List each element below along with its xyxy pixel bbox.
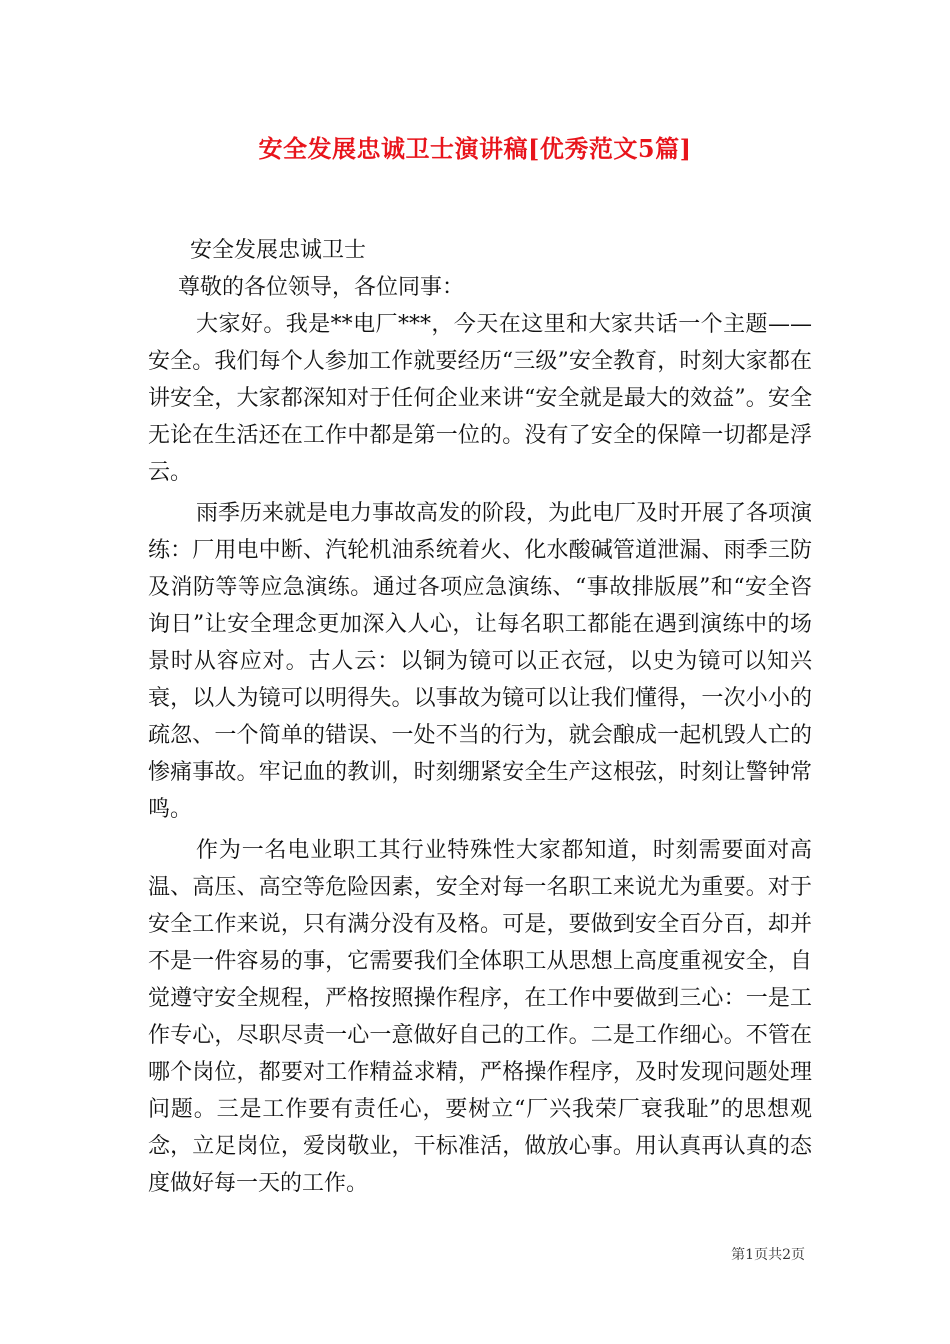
salutation: 尊敬的各位领导，各位同事： [178,275,465,300]
paragraph: 作为一名电业职工其行业特殊性大家都知道，时刻需要面对高温、高压、高空等危险因素，安全对每一名职工来说尤为重要。对于安全工作来说，只有满分没有及格。可是，要做到安全百分百，却并不是一件容易的事，它需要我们全体职工从思想上高度重视安全，自觉遵守安全规程，严格按照操作程序，在工作中要做到三心：一是工作专心，尽职尽责一心一意做好自己的工作。二是工作细心。不管在哪个岗位，都要对工作精益求精，严格操作程序，及时发现问题处理问题。三是工作要有责任心，要树立“厂兴我荣厂衰我耻”的思想观念，立足岗位，爱岗敬业，干标准活，做放心事。用认真再认真的态度做好每一天的工作。 [148,838,812,1196]
paragraph: 雨季历来就是电力事故高发的阶段，为此电厂及时开展了各项演练：厂用电中断、汽轮机油系统着火、化水酸碱管道泄漏、雨季三防及消防等等应急演练。通过各项应急演练、“事故排版展”和“安全咨询日”让安全理念更加深入人心，让每名职工都能在遇到演练中的场景时从容应对。古人云：以铜为镜可以正衣冠，以史为镜可以知兴衰，以人为镜可以明得失。以事故为镜可以让我们懂得，一次小小的疏忽、一个简单的错误、一处不当的行为，就会酿成一起机毁人亡的惨痛事故。牢记血的教训，时刻绷紧安全生产这根弦，时刻让警钟常鸣。 [148,501,813,822]
subheading: 安全发展忠诚卫士 [190,238,367,263]
page-number-footer: 第1页共2页 [731,1247,805,1263]
document-body [148,232,812,1202]
paragraph: 大家好。我是**电厂***，今天在这里和大家共话一个主题——安全。我们每个人参加工作就要经历“三级”安全教育，时刻大家都在讲安全，大家都深知对于任何企业来讲“安全就是最大的效益”。安全无论在生活还在工作中都是第一位的。没有了安全的保障一切都是浮云。 [148,312,812,485]
document-title: 安全发展忠诚卫士演讲稿[优秀范文5篇] [258,134,692,163]
